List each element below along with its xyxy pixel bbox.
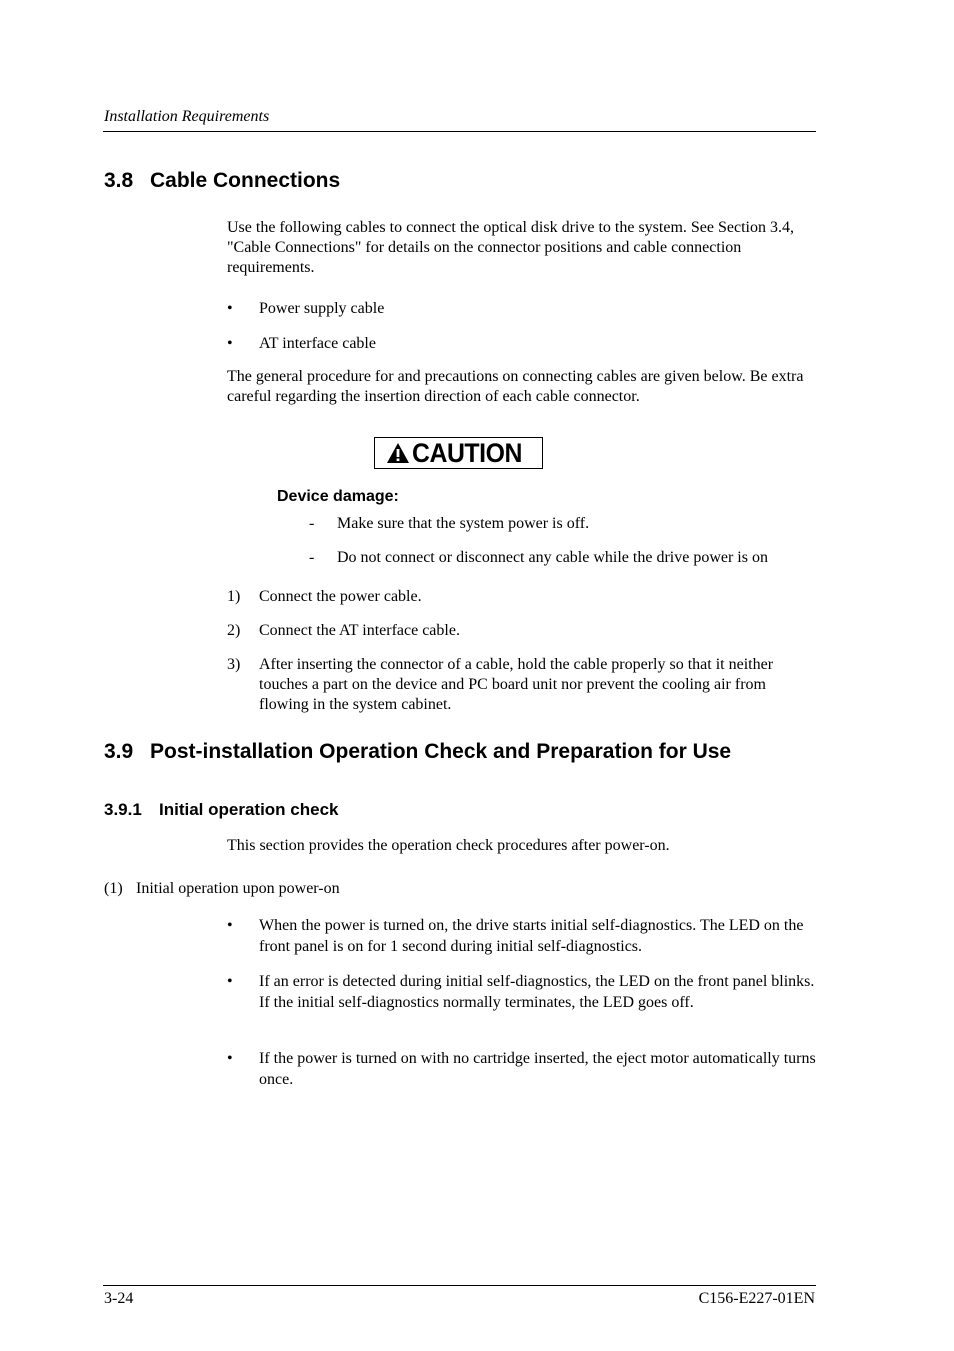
- procedure-step: [227, 587, 817, 607]
- caution-item: [309, 514, 829, 534]
- procedure-step: [227, 621, 817, 641]
- dash-mark: -: [309, 549, 315, 566]
- list-item-text: If an error is detected during initial self-diagnostics, the LED on the front panel blinks. If the initial self-diagnostics normally terminates, the LED goes off.: [259, 973, 815, 1011]
- section-heading-3-9: [104, 740, 731, 764]
- list-item-text: Power supply cable: [259, 300, 385, 317]
- header-rule: [103, 131, 816, 132]
- subsection-title: Initial operation check: [159, 800, 339, 819]
- bullet-mark: •: [227, 917, 233, 934]
- step-number: 3): [227, 656, 241, 673]
- step-text: Connect the power cable.: [259, 588, 422, 605]
- subsection-heading-3-9-1: [104, 800, 339, 820]
- list-item: [227, 915, 817, 957]
- section-number: 3.9: [104, 740, 134, 763]
- section-intro-paragraph: Use the following cables to connect the optical disk drive to the system. See Section 3.4, "Cable Connections" for details on the connector positions and cable connection requirements.: [227, 219, 794, 276]
- caution-label: CAUTION: [411, 438, 522, 468]
- section-title: Cable Connections: [150, 169, 341, 192]
- step-number: 2): [227, 622, 241, 639]
- section-heading-3-8: [104, 169, 340, 193]
- section-title: Post-installation Operation Check and Preparation for Use: [150, 740, 732, 763]
- document-code: C156-E227-01EN: [698, 1290, 815, 1307]
- bullet-mark: •: [227, 973, 233, 990]
- item-number: (1): [104, 880, 123, 897]
- footer-rule: [103, 1285, 816, 1286]
- running-header: Installation Requirements: [104, 108, 270, 125]
- list-item-text: When the power is turned on, the drive starts initial self-diagnostics. The LED on the front panel is on for 1 second during initial self-diagnostics.: [259, 917, 804, 955]
- bullet-mark: •: [227, 335, 233, 352]
- step-text: After inserting the connector of a cable, hold the cable properly so that it neither touches a part on the device and PC board unit nor prevent the cooling air from flowing in the system cabinet.: [259, 656, 774, 713]
- caution-banner: [374, 437, 543, 469]
- list-item: [227, 333, 817, 354]
- caution-heading: Device damage:: [277, 488, 399, 505]
- list-item: [227, 298, 817, 319]
- list-item-text: If the power is turned on with no cartridge inserted, the eject motor automatically turns once.: [259, 1050, 816, 1088]
- subsection-number: 3.9.1: [104, 800, 142, 819]
- section-number: 3.8: [104, 169, 134, 192]
- numbered-item-heading: [104, 880, 340, 898]
- caution-item-text: Do not connect or disconnect any cable while the drive power is on: [337, 549, 768, 566]
- list-item: [227, 1048, 817, 1090]
- list-item: [227, 971, 817, 1013]
- subsection-intro-paragraph: This section provides the operation check procedures after power-on.: [227, 837, 670, 854]
- step-number: 1): [227, 588, 241, 605]
- bullet-mark: •: [227, 300, 233, 317]
- bullet-mark: •: [227, 1050, 233, 1067]
- list-item-text: AT interface cable: [259, 335, 376, 352]
- caution-item: [309, 548, 829, 568]
- page-number: 3-24: [104, 1290, 134, 1307]
- procedure-intro-paragraph: The general procedure for and precautions on connecting cables are given below. Be extra careful regarding the insertion direction of each cable connector.: [227, 368, 804, 405]
- caution-item-text: Make sure that the system power is off.: [337, 515, 590, 532]
- dash-mark: -: [309, 515, 315, 532]
- warning-triangle-icon: [386, 442, 410, 464]
- step-text: Connect the AT interface cable.: [259, 622, 460, 639]
- procedure-step: [227, 655, 817, 715]
- item-title: Initial operation upon power-on: [136, 880, 340, 897]
